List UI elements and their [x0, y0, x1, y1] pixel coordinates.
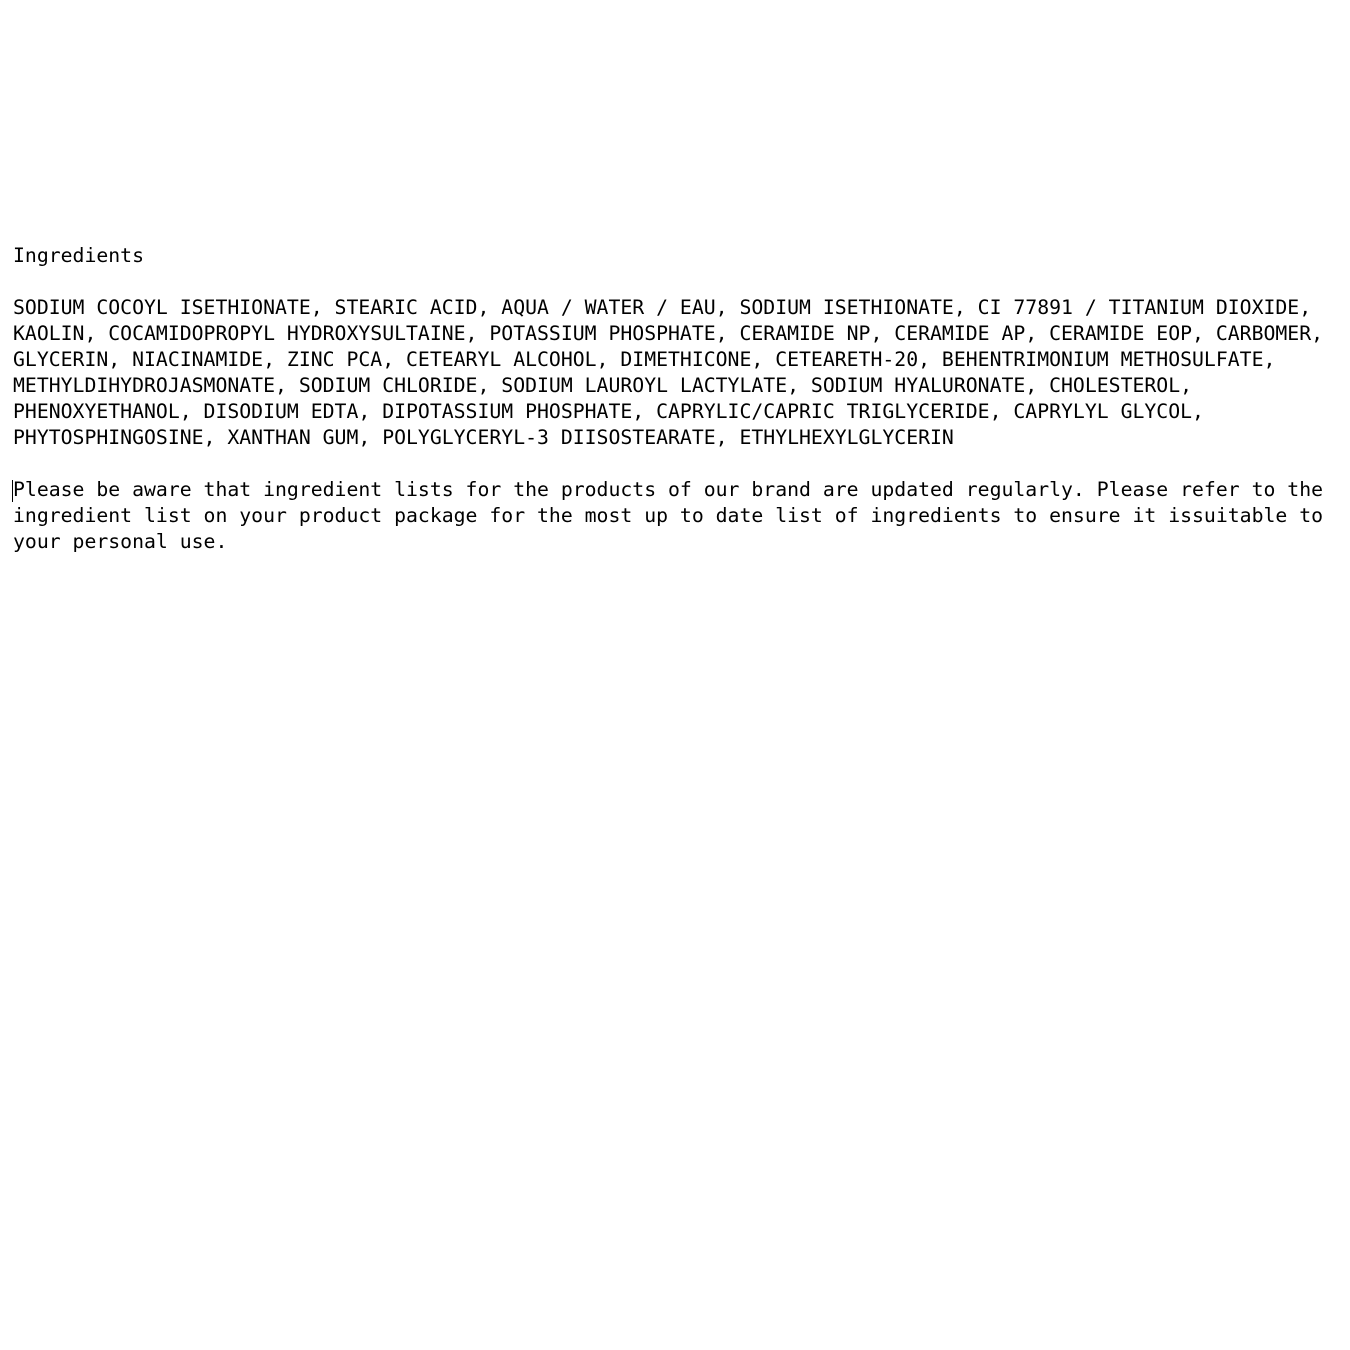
disclaimer-notice: [13, 477, 1339, 555]
blank-line: [13, 451, 1339, 477]
ingredient-line: PHENOXYETHANOL, DISODIUM EDTA, DIPOTASSIUM PHOSPHATE, CAPRYLIC/CAPRIC TRIGLYCERIDE, CAPRYLYL GLYCOL,: [13, 400, 1204, 423]
ingredient-line: METHYLDIHYDROJASMONATE, SODIUM CHLORIDE, SODIUM LAUROYL LACTYLATE, SODIUM HYALURONATE, CHOLESTEROL,: [13, 374, 1193, 397]
ingredient-line: PHYTOSPHINGOSINE, XANTHAN GUM, POLYGLYCERYL-3 DIISOSTEARATE, ETHYLHEXYLGLYCERIN: [13, 426, 954, 449]
blank-line: [13, 269, 1339, 295]
ingredients-heading: Ingredients: [13, 244, 145, 267]
notice-line: Please be aware that ingredient lists for the products of our brand are updated regularly. Please refer to the: [13, 478, 1324, 501]
notice-first-line-wrapper: [13, 477, 1339, 503]
text-cursor: [12, 480, 13, 502]
ingredient-line: GLYCERIN, NIACINAMIDE, ZINC PCA, CETEARYL ALCOHOL, DIMETHICONE, CETEARETH-20, BEHENTRIMONIUM METHOSULFATE,: [13, 348, 1276, 371]
ingredient-line: KAOLIN, COCAMIDOPROPYL HYDROXYSULTAINE, POTASSIUM PHOSPHATE, CERAMIDE NP, CERAMIDE AP, CERAMIDE EOP, CARBOMER,: [13, 322, 1324, 345]
notice-line: your personal use.: [13, 530, 228, 553]
ingredients-list: [13, 295, 1339, 451]
ingredient-line: SODIUM COCOYL ISETHIONATE, STEARIC ACID, AQUA / WATER / EAU, SODIUM ISETHIONATE, CI 77891 / TITANIUM DIOXIDE,: [13, 296, 1312, 319]
notice-line: ingredient list on your product package for the most up to date list of ingredients to ensure it issuitable to: [13, 504, 1324, 527]
text-document[interactable]: [13, 243, 1339, 555]
